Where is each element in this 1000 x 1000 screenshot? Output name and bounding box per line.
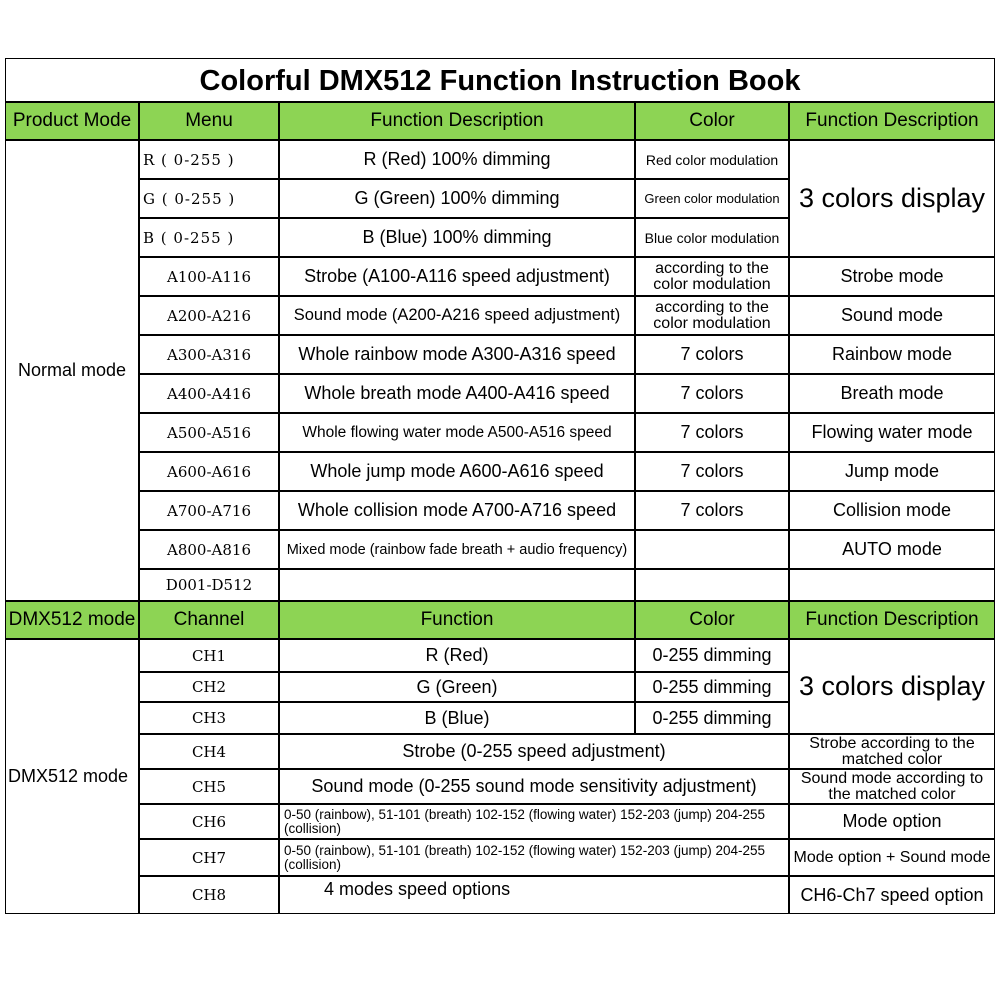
function-cell: B (Blue) (279, 702, 635, 734)
function-cell: R (Red) 100% dimming (279, 140, 635, 179)
description-cell: Strobe mode (789, 257, 995, 296)
channel-cell: CH7 (139, 839, 279, 876)
function-cell: Sound mode (0-255 sound mode sensitivity adjustment) (279, 769, 789, 804)
menu-cell: G ( 0-255 ) (139, 179, 279, 218)
function-cell: Sound mode (A200-A216 speed adjustment) (279, 296, 635, 335)
function-cell: Strobe (A100-A116 speed adjustment) (279, 257, 635, 296)
menu-cell: A800-A816 (139, 530, 279, 569)
color-cell: 7 colors (635, 374, 789, 413)
menu-cell: A300-A316 (139, 335, 279, 374)
header-function-description: Function Description (279, 102, 635, 140)
description-cell: Rainbow mode (789, 335, 995, 374)
color-cell: 0-255 dimming (635, 672, 789, 702)
header-dmx512-mode: DMX512 mode (5, 601, 139, 639)
description-cell: Strobe according to the matched color (789, 734, 995, 769)
menu-cell: B ( 0-255 ) (139, 218, 279, 257)
header-channel: Channel (139, 601, 279, 639)
description-cell: Jump mode (789, 452, 995, 491)
color-cell: according to the color modulation (635, 296, 789, 335)
channel-cell: CH4 (139, 734, 279, 769)
color-cell: 7 colors (635, 335, 789, 374)
dmx512-mode-label: DMX512 mode (5, 639, 139, 914)
description-cell: Collision mode (789, 491, 995, 530)
header-function-description: Function Description (789, 601, 995, 639)
rgb-description: 3 colors display (789, 140, 995, 257)
function-cell: Whole flowing water mode A500-A516 speed (279, 413, 635, 452)
channel-cell: CH3 (139, 702, 279, 734)
color-cell: Green color modulation (635, 179, 789, 218)
header-color: Color (635, 102, 789, 140)
color-cell: Blue color modulation (635, 218, 789, 257)
menu-cell: A200-A216 (139, 296, 279, 335)
description-cell: Mode option (789, 804, 995, 839)
menu-cell: R ( 0-255 ) (139, 140, 279, 179)
function-cell: Strobe (0-255 speed adjustment) (279, 734, 789, 769)
function-cell: Whole jump mode A600-A616 speed (279, 452, 635, 491)
function-cell: Whole breath mode A400-A416 speed (279, 374, 635, 413)
page-title: Colorful DMX512 Function Instruction Book (5, 58, 995, 102)
menu-cell: A600-A616 (139, 452, 279, 491)
channel-cell: CH6 (139, 804, 279, 839)
channel-cell: CH8 (139, 876, 279, 914)
rgb-description: 3 colors display (789, 639, 995, 734)
menu-cell: A100-A116 (139, 257, 279, 296)
color-cell: 7 colors (635, 491, 789, 530)
header-function-description-2: Function Description (789, 102, 995, 140)
function-cell: G (Green) 100% dimming (279, 179, 635, 218)
normal-mode-label: Normal mode (5, 140, 139, 601)
color-cell: according to the color modulation (635, 257, 789, 296)
description-cell: Sound mode (789, 296, 995, 335)
channel-cell: CH5 (139, 769, 279, 804)
description-cell: CH6-Ch7 speed option (789, 876, 995, 914)
header-color: Color (635, 601, 789, 639)
function-cell: B (Blue) 100% dimming (279, 218, 635, 257)
menu-cell: A500-A516 (139, 413, 279, 452)
header-function: Function (279, 601, 635, 639)
color-cell: 7 colors (635, 452, 789, 491)
function-cell: 0-50 (rainbow), 51-101 (breath) 102-152 (flowing water) 152-203 (jump) 204-255 (collision) (279, 804, 789, 839)
function-cell: R (Red) (279, 639, 635, 672)
description-cell: Breath mode (789, 374, 995, 413)
menu-cell: A400-A416 (139, 374, 279, 413)
color-cell (635, 569, 789, 601)
channel-cell: CH1 (139, 639, 279, 672)
header-menu: Menu (139, 102, 279, 140)
header-product-mode: Product Mode (5, 102, 139, 140)
description-cell (789, 569, 995, 601)
function-cell: 0-50 (rainbow), 51-101 (breath) 102-152 (flowing water) 152-203 (jump) 204-255 (collision) (279, 839, 789, 876)
description-cell: Flowing water mode (789, 413, 995, 452)
color-cell: 0-255 dimming (635, 702, 789, 734)
function-cell: G (Green) (279, 672, 635, 702)
color-cell: 7 colors (635, 413, 789, 452)
function-cell: Whole rainbow mode A300-A316 speed (279, 335, 635, 374)
function-cell: 4 modes speed options (279, 876, 789, 914)
color-cell: Red color modulation (635, 140, 789, 179)
channel-cell: CH2 (139, 672, 279, 702)
description-cell: Mode option + Sound mode (789, 839, 995, 876)
function-cell: Whole collision mode A700-A716 speed (279, 491, 635, 530)
description-cell: AUTO mode (789, 530, 995, 569)
instruction-table (5, 58, 995, 914)
color-cell (635, 530, 789, 569)
menu-cell: D001-D512 (139, 569, 279, 601)
function-cell: Mixed mode (rainbow fade breath + audio frequency) (279, 530, 635, 569)
color-cell: 0-255 dimming (635, 639, 789, 672)
description-cell: Sound mode according to the matched color (789, 769, 995, 804)
function-cell (279, 569, 635, 601)
menu-cell: A700-A716 (139, 491, 279, 530)
